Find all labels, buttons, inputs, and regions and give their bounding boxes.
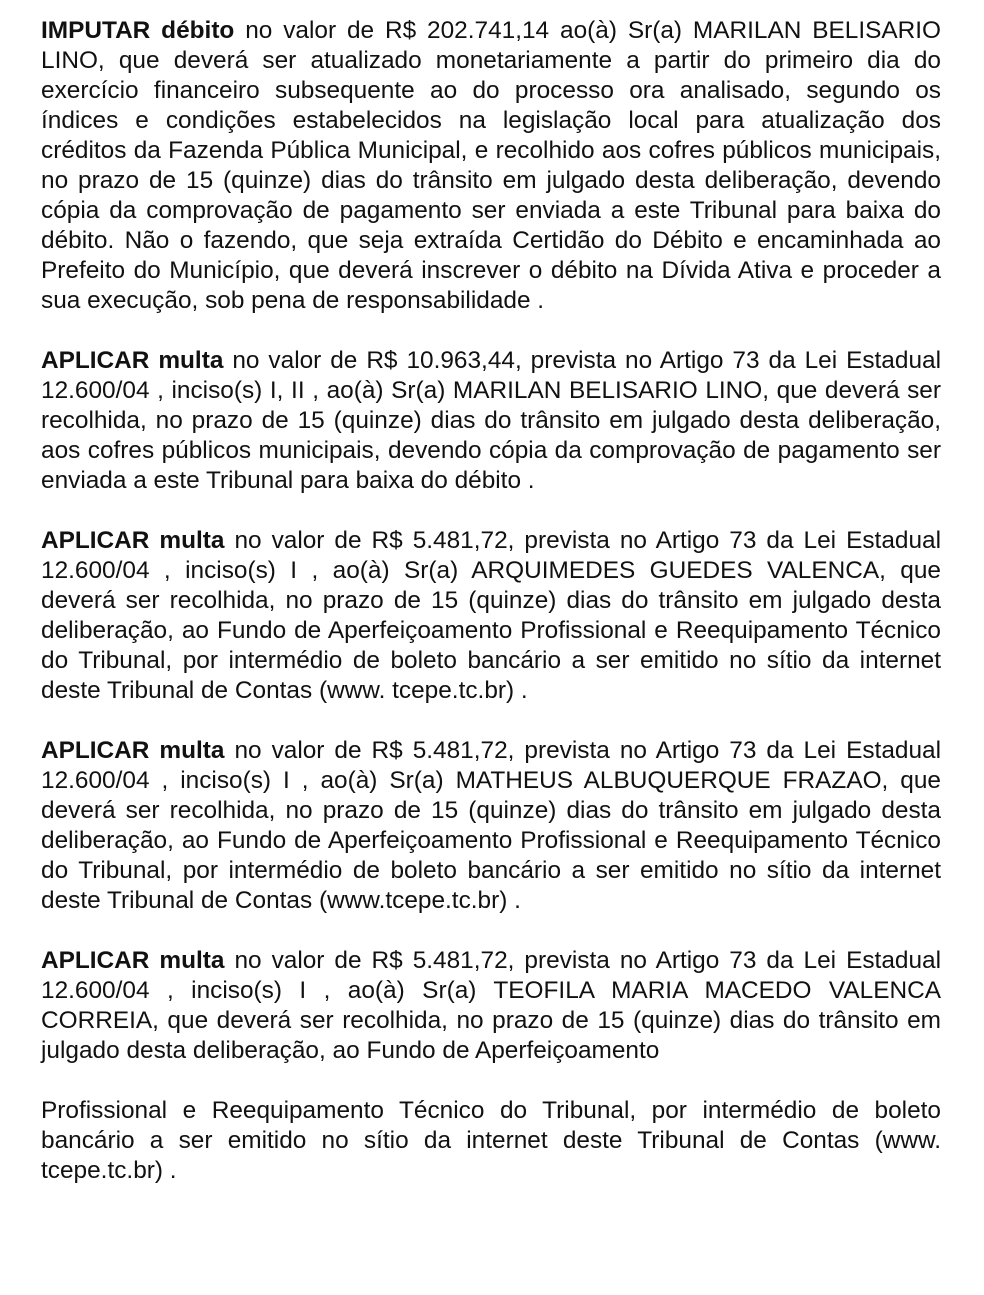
paragraph-text: no valor de R$ 10.963,44, prevista no Artigo 73 da Lei Estadual 12.600/04 , inciso(s) I, II , ao(à) Sr(a) MARILAN BELISARIO LINO, que deverá ser recolhida, no prazo de 15 (quinze) dias do trânsito em julgado desta deliberação, aos cofres públicos municipais, devendo cópia da comprovação de pagamento ser enviada a este Tribunal para baixa do débito .: [41, 347, 941, 494]
paragraph-multa-marilan: [41, 346, 941, 496]
paragraph-text: no valor de R$ 202.741,14 ao(à) Sr(a) MARILAN BELISARIO LINO, que deverá ser atualizado monetariamente a partir do primeiro dia do exercício financeiro subsequente ao do processo ora analisado, segundo os índices e condições estabelecidos na legislação local para atualização dos créditos da Fazenda Pública Municipal, e recolhido aos cofres públicos municipais, no prazo de 15 (quinze) dias do trânsito em julgado desta deliberação, devendo cópia da comprovação de pagamento ser enviada a este Tribunal para baixa do débito. Não o fazendo, que seja extraída Certidão do Débito e encaminhada ao Prefeito do Município, que deverá inscrever o débito na Dívida Ativa e proceder a sua execução, sob pena de responsabilidade .: [41, 17, 941, 314]
paragraph-text: no valor de R$ 5.481,72, prevista no Artigo 73 da Lei Estadual 12.600/04 , inciso(s) I , ao(à) Sr(a) TEOFILA MARIA MACEDO VALENCA CORREIA, que deverá ser recolhida, no prazo de 15 (quinze) dias do trânsito em julgado desta deliberação, ao Fundo de Aperfeiçoamento: [41, 947, 941, 1064]
paragraph-text: no valor de R$ 5.481,72, prevista no Artigo 73 da Lei Estadual 12.600/04 , inciso(s) I , ao(à) Sr(a) MATHEUS ALBUQUERQUE FRAZAO, que deverá ser recolhida, no prazo de 15 (quinze) dias do trânsito em julgado desta deliberação, ao Fundo de Aperfeiçoamento Profissional e Reequipamento Técnico do Tribunal, por intermédio de boleto bancário a ser emitido no sítio da internet deste Tribunal de Contas (www.tcepe.tc.br) .: [41, 737, 941, 914]
paragraph-imputar-debito: [41, 16, 941, 316]
paragraph-continuation: Profissional e Reequipamento Técnico do Tribunal, por intermédio de boleto bancário a ser emitido no sítio da internet deste Tribunal de Contas (www. tcepe.tc.br) .: [41, 1097, 941, 1184]
paragraph-lead: APLICAR multa: [41, 947, 225, 974]
document-body: [41, 16, 941, 1186]
paragraph-multa-arquimedes: [41, 526, 941, 706]
paragraph-multa-matheus: [41, 736, 941, 916]
paragraph-multa-teofila: [41, 946, 941, 1066]
paragraph-lead: APLICAR multa: [41, 347, 224, 374]
paragraph-lead: APLICAR multa: [41, 737, 225, 764]
paragraph-text: no valor de R$ 5.481,72, prevista no Artigo 73 da Lei Estadual 12.600/04 , inciso(s) I , ao(à) Sr(a) ARQUIMEDES GUEDES VALENCA, que deverá ser recolhida, no prazo de 15 (quinze) dias do trânsito em julgado desta deliberação, ao Fundo de Aperfeiçoamento Profissional e Reequipamento Técnico do Tribunal, por intermédio de boleto bancário a ser emitido no sítio da internet deste Tribunal de Contas (www. tcepe.tc.br) .: [41, 527, 941, 704]
paragraph-lead: APLICAR multa: [41, 527, 225, 554]
paragraph-lead: IMPUTAR débito: [41, 17, 235, 44]
